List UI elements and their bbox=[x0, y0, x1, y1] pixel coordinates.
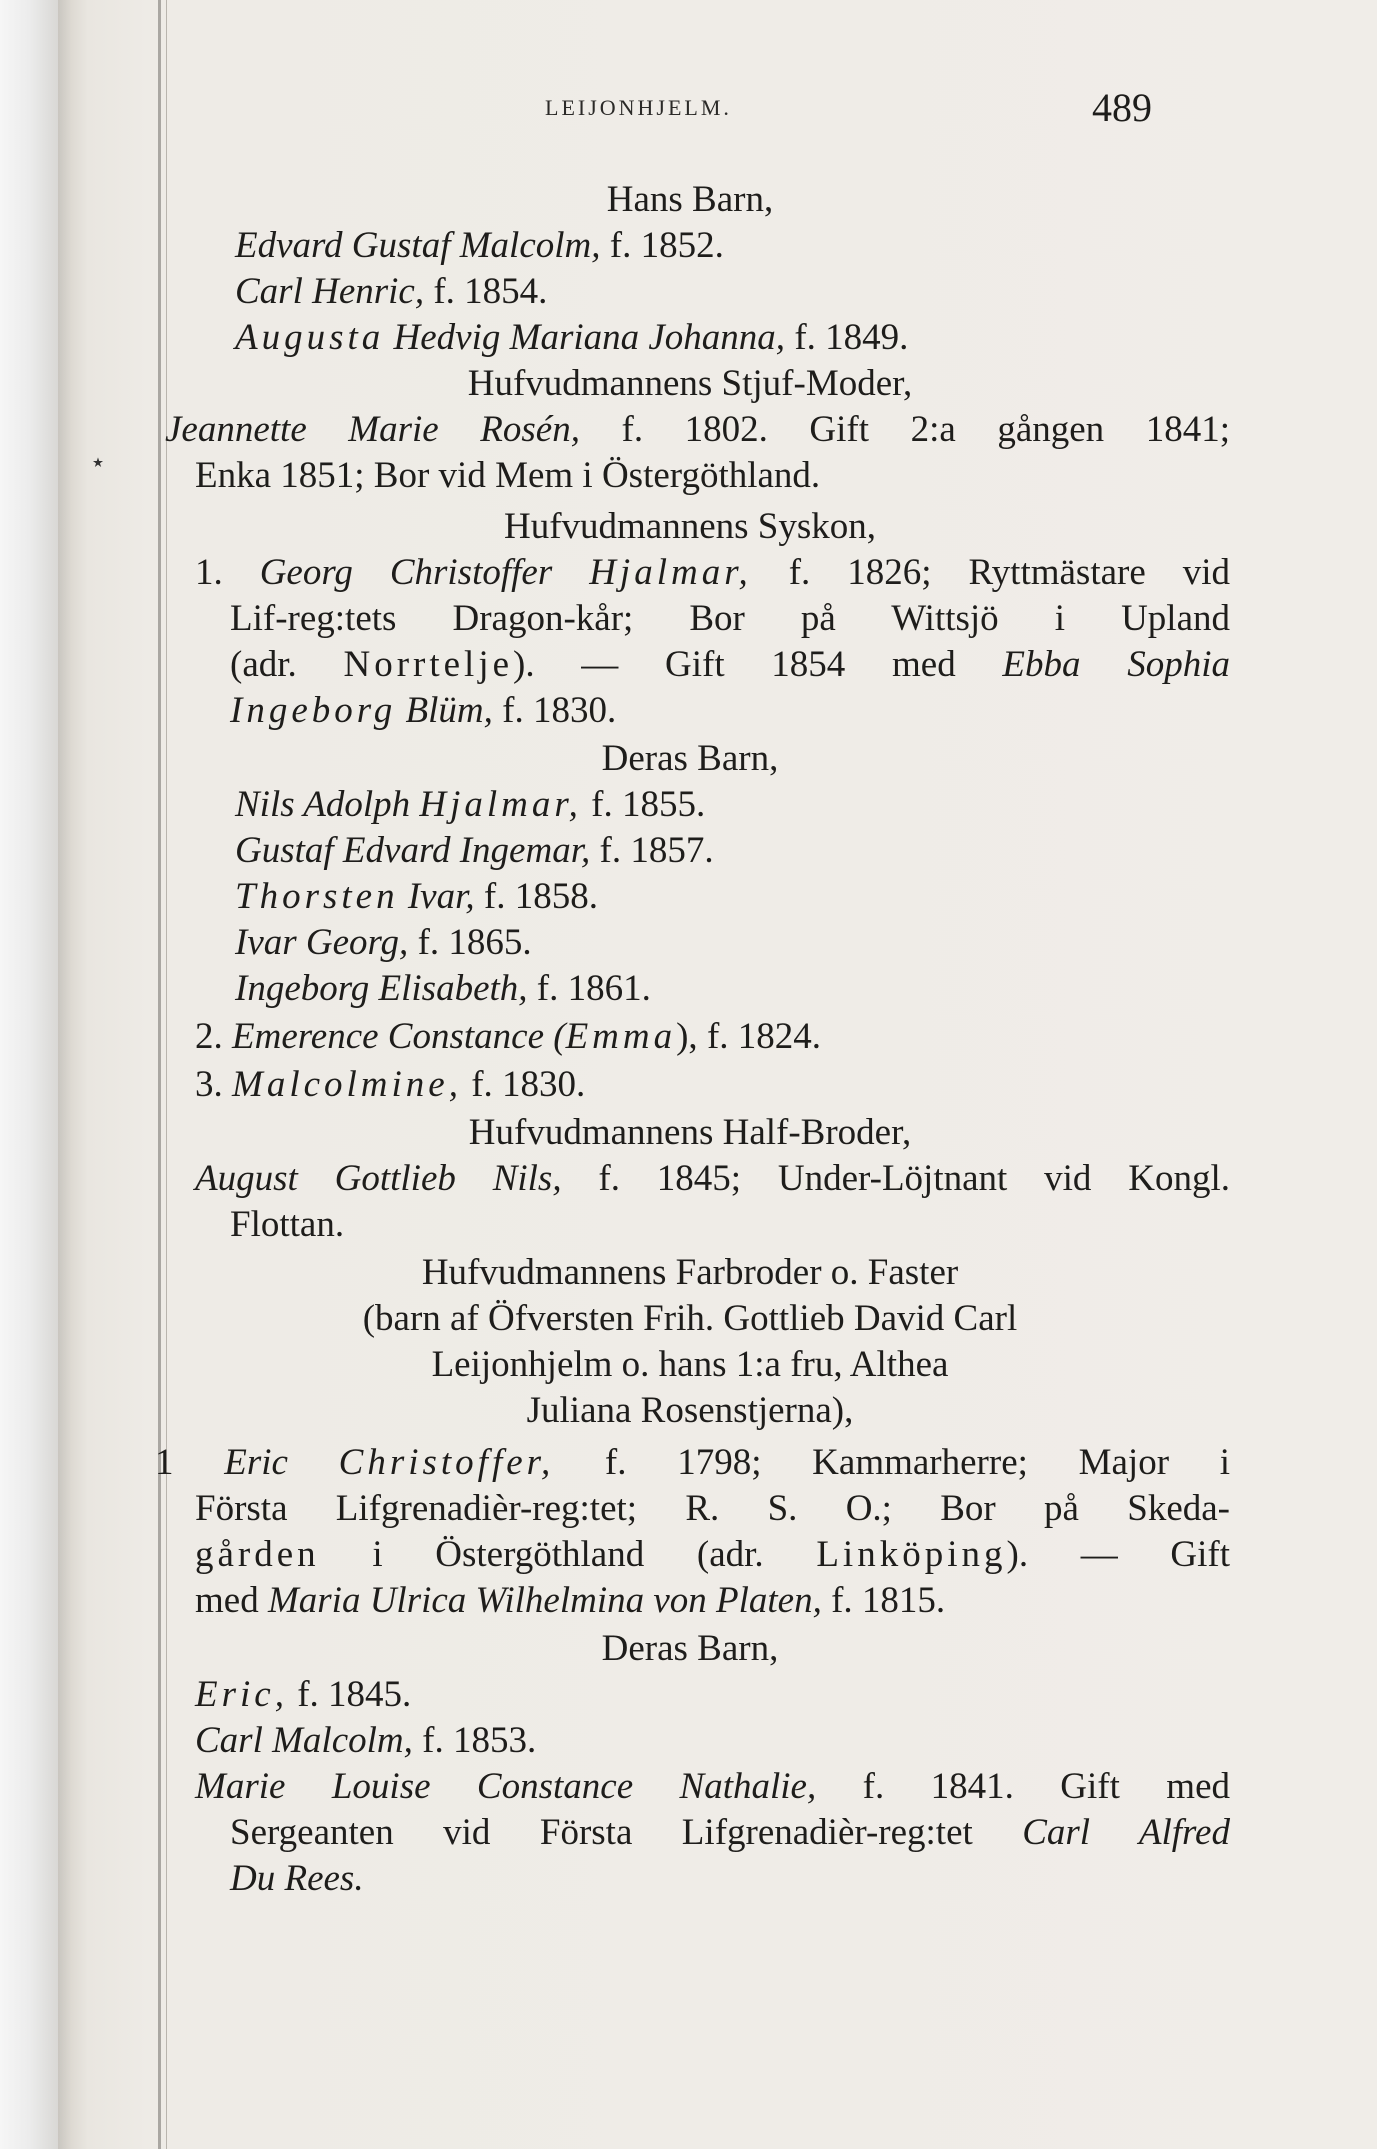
text-line: Edvard Gustaf Malcolm, f. 1852. bbox=[235, 225, 724, 266]
text-line: 3. Malcolmine, f. 1830. bbox=[195, 1064, 586, 1105]
text-line: Enka 1851; Bor vid Mem i Östergöthland. bbox=[195, 455, 821, 496]
running-title: LEIJONHJELM. bbox=[545, 95, 732, 120]
text-line: Ivar Georg, f. 1865. bbox=[235, 922, 532, 963]
heading-farbroder: Hufvudmannens Farbroder o. Faster bbox=[421, 1252, 959, 1293]
heading-half-broder: Hufvudmannens Half-Broder, bbox=[468, 1112, 912, 1153]
heading-farbroder-cont: (barn af Öfversten Frih. Gottlieb David Carl bbox=[362, 1298, 1018, 1339]
text-line: Ingeborg Blüm, f. 1830. bbox=[230, 690, 617, 731]
text-line: gården i Östergöthland (adr. Linköping). — Gift bbox=[195, 1534, 1230, 1575]
heading-farbroder-cont: Juliana Rosenstjerna), bbox=[526, 1390, 854, 1431]
text-line: Lif-reg:tets Dragon-kår; Bor på Wittsjö i Upland bbox=[230, 598, 1230, 639]
heading-farbroder-cont: Leijonhjelm o. hans 1:a fru, Althea bbox=[431, 1344, 949, 1385]
page-number: 489 bbox=[1092, 85, 1152, 130]
text-line: Carl Henric, f. 1854. bbox=[235, 271, 548, 312]
heading-deras-barn-2: Deras Barn, bbox=[601, 1628, 779, 1669]
text-line: Jeannette Marie Rosén, f. 1802. Gift 2:a gången 1841; bbox=[165, 409, 1231, 450]
text-line: Sergeanten vid Första Lifgrenadièr-reg:tet Carl Alfred bbox=[230, 1812, 1230, 1853]
text-line: Carl Malcolm, f. 1853. bbox=[195, 1720, 537, 1761]
text-line: Ingeborg Elisabeth, f. 1861. bbox=[235, 968, 651, 1009]
margin-mark: ٭ bbox=[92, 450, 104, 475]
text-line: (adr. Norrtelje). — Gift 1854 med Ebba Sophia bbox=[230, 644, 1231, 685]
text-line: Du Rees. bbox=[230, 1858, 364, 1899]
heading-stjuf-moder: Hufvudmannens Stjuf-Moder, bbox=[467, 363, 913, 404]
heading-syskon: Hufvudmannens Syskon, bbox=[503, 506, 877, 547]
text-line: Gustaf Edvard Ingemar, f. 1857. bbox=[235, 830, 714, 871]
text-line: August Gottlieb Nils, f. 1845; Under-Löjtnant vid Kongl. bbox=[195, 1158, 1230, 1199]
text-line: Nils Adolph Hjalmar, f. 1855. bbox=[235, 784, 706, 825]
heading-deras-barn: Deras Barn, bbox=[601, 738, 779, 779]
text-line: 1. Georg Christoffer Hjalmar, f. 1826; Ryttmästare vid bbox=[195, 552, 1231, 593]
book-binding-edge bbox=[0, 0, 58, 2149]
text-line: med Maria Ulrica Wilhelmina von Platen, f. 1815. bbox=[195, 1580, 946, 1621]
text-line: Eric, f. 1845. bbox=[195, 1674, 412, 1715]
text-line: Flottan. bbox=[230, 1204, 345, 1245]
heading-hans-barn: Hans Barn, bbox=[606, 179, 774, 220]
page-gutter-shadow bbox=[158, 0, 161, 2149]
text-line: 2. Emerence Constance (Emma), f. 1824. bbox=[195, 1016, 822, 1057]
page-gutter-line bbox=[166, 0, 167, 2149]
text-line: Thorsten Ivar, f. 1858. bbox=[235, 876, 598, 917]
text-line: Marie Louise Constance Nathalie, f. 1841. Gift med bbox=[195, 1766, 1231, 1807]
text-line: Augusta Hedvig Mariana Johanna, f. 1849. bbox=[235, 317, 909, 358]
text-line: 1 Eric Christoffer, f. 1798; Kammarherre; Major i bbox=[155, 1442, 1231, 1483]
text-line: Första Lifgrenadièr-reg:tet; R. S. O.; Bor på Skeda- bbox=[195, 1488, 1230, 1529]
